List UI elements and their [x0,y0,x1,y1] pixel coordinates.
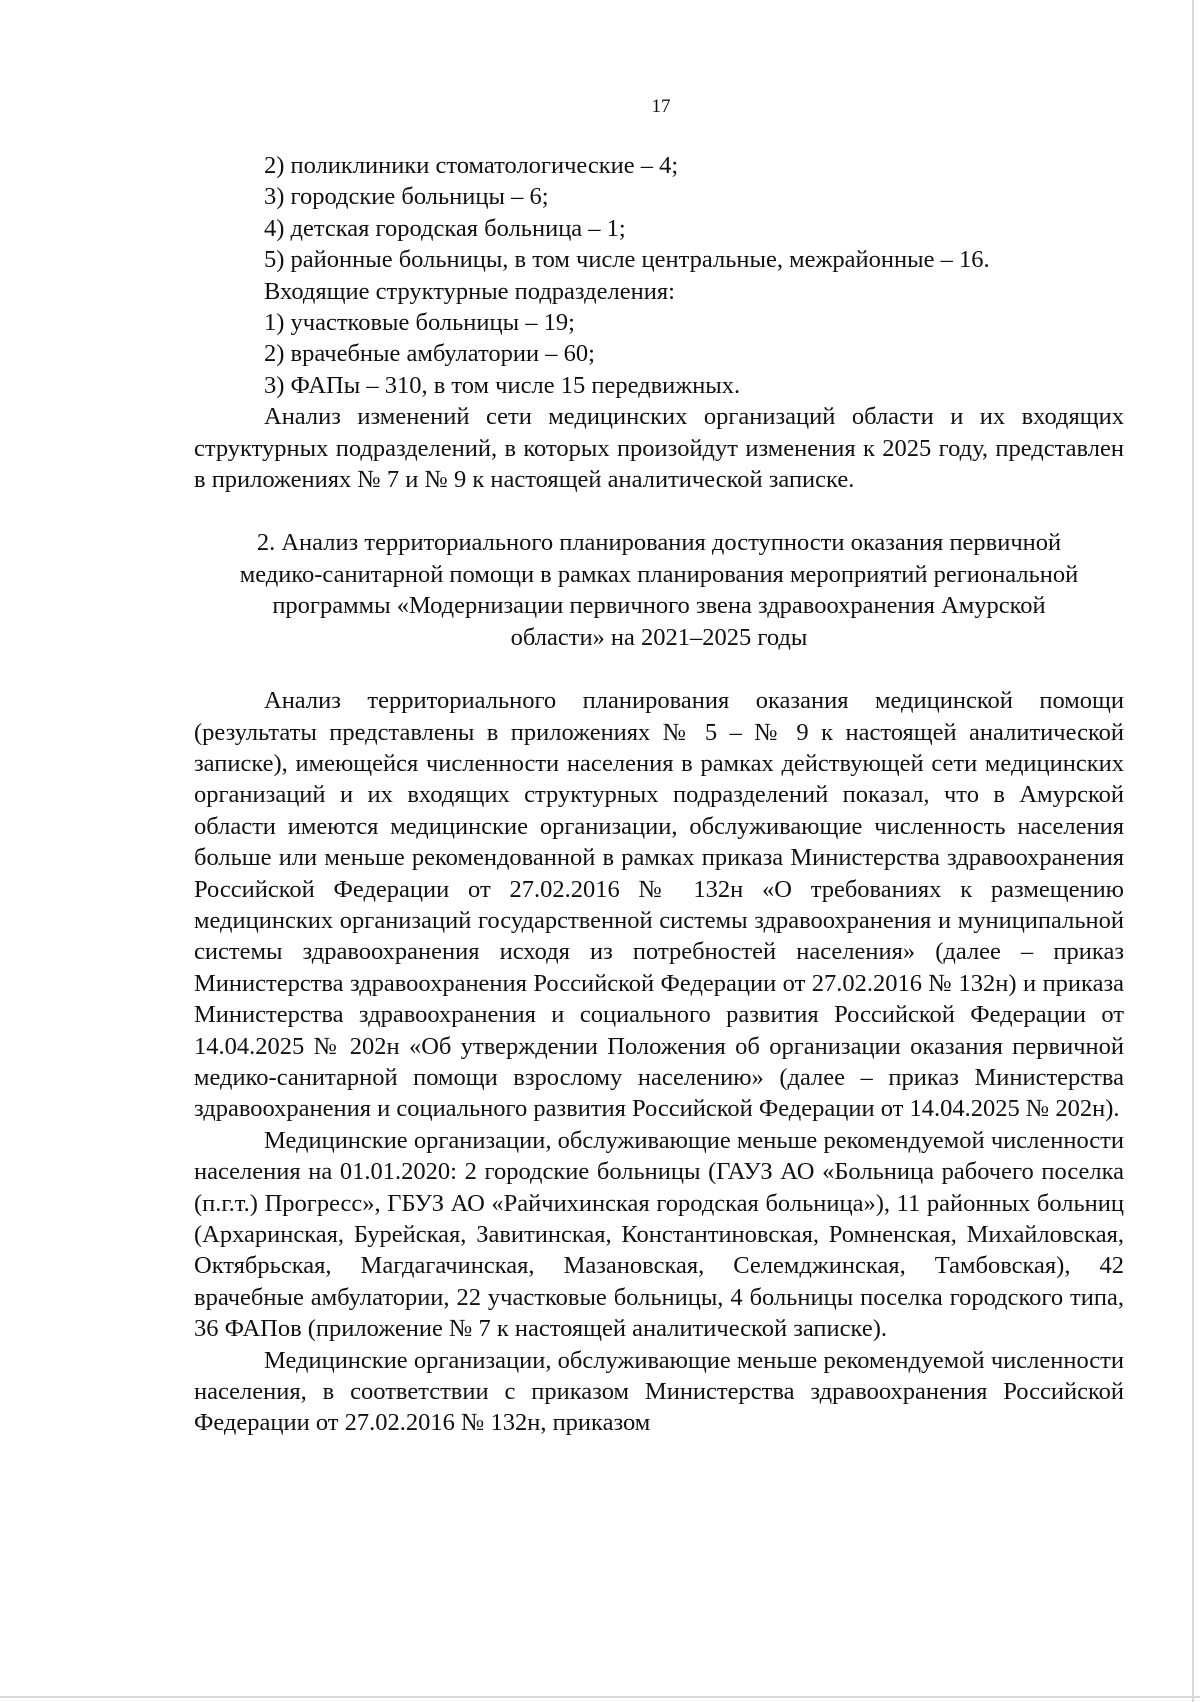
section-heading-line: области» на 2021–2025 годы [510,623,808,651]
paragraph-analysis: Анализ территориального планирования оказания медицинской помощи (результаты представлены в приложениях № 5 – № 9 к настоящей аналитической записке), имеющейся численности населения в рамках действующей сети медицинских организаций и их входящих структурных подразделений показал, что в Амурской области имеются медицинские организации, обслуживающие численность населения больше или меньше рекомендованной в рамках приказа Министерства здравоохранения Российской Федерации от 27.02.2016 № 132н «О требованиях к размещению медицинских организаций государственной системы здравоохранения и муниципальной системы здравоохранения исходя из потребностей населения» (далее – приказ Министерства здравоохранения Российской Федерации от 27.02.2016 № 132н) и приказа Министерства здравоохранения и социального развития Российской Федерации от 14.04.2025 № 202н «Об утверждении Положения об организации оказания первичной медико-санитарной помощи взрослому населению» (далее – приказ Министерства здравоохранения и социального развития Российской Федерации от 14.04.2025 № 202н). [194,687,1124,1123]
page-number: 17 [651,96,671,117]
section-heading-line: медико-санитарной помощи в рамках планирования мероприятий региональной [239,560,1079,588]
paragraph-fewer-population-order: Медицинские организации, обслуживающие меньше рекомендуемой численности населения, в соответствии с приказом Министерства здравоохранения Российской Федерации от 27.02.2016 № 132н, приказом [194,1346,1124,1437]
scan-edge-right [1192,0,1194,1702]
section-heading-line: программы «Модернизации первичного звена здравоохранения Амурской [272,592,1046,620]
paragraph-fewer-population: Медицинские организации, обслуживающие меньше рекомендуемой численности населения на 01.01.2020: 2 городские больницы (ГАУЗ АО «Больница рабочего поселка (п.г.т.) Прогресс», ГБУЗ АО «Райчихинская городская больница»), 11 районных больниц (Архаринская, Бурейская, Завитинская, Константиновская, Ромненская, Михайловская, Октябрьская, Магдагачинская, Мазановская, Селемджинская, Тамбовская), 42 врачебные амбулатории, 22 участковые больницы, 4 больницы поселка городского типа, 36 ФАПов (приложение № 7 к настоящей аналитической записке). [194,1126,1124,1343]
section-heading-line: 2. Анализ территориального планирования доступности оказания первичной [256,529,1062,557]
list-item: 2) поликлиники стоматологические – 4; [264,152,679,179]
list-item: 5) районные больницы, в том числе центральные, межрайонные – 16. [264,246,990,274]
spacer [194,653,1124,685]
paragraph-intro: Анализ изменений сети медицинских организаций области и их входящих структурных подразделений, в которых произойдут изменения к 2025 году, представлен в приложениях № 7 и № 9 к настоящей аналитической записке. [194,403,1124,494]
list-item: 3) ФАПы – 310, в том числе 15 передвижных. [264,371,741,399]
list-item: 4) детская городская больница – 1; [264,214,626,242]
list-item: 3) городские больницы – 6; [264,183,549,211]
list-item: 1) участковые больницы – 19; [264,309,575,337]
list-item: 2) врачебные амбулатории – 60; [264,340,595,368]
scan-edge-bottom [0,1696,1200,1698]
document-body [194,150,1124,1439]
section-heading [194,527,1124,653]
subheading: Входящие структурные подразделения: [264,277,675,305]
spacer [194,495,1124,527]
